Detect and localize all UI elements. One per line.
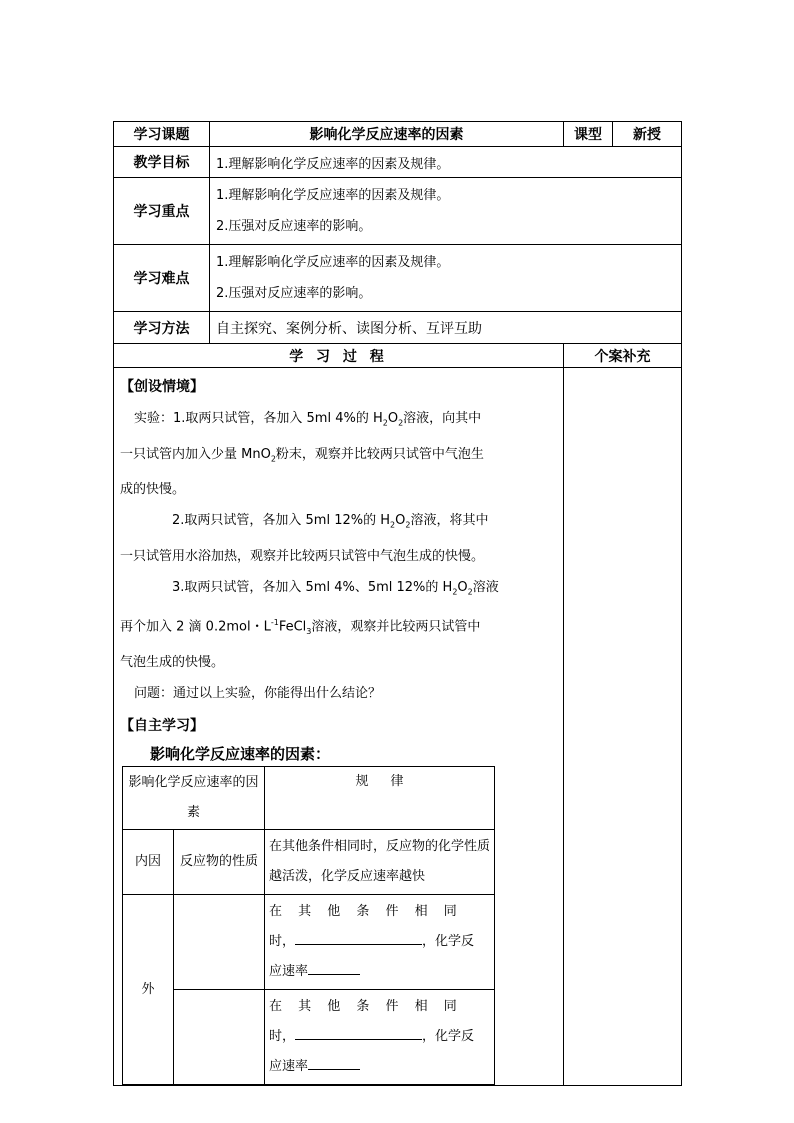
focus-items xyxy=(210,178,682,245)
focus-item: 1.理解影响化学反应速率的因素及规律。 xyxy=(216,188,450,203)
lesson-plan-table xyxy=(113,121,682,1086)
internal-factor: 反应物的性质 xyxy=(174,830,265,895)
process-body xyxy=(114,368,564,1086)
experiment-1-line3: 成的快慢。 xyxy=(120,482,186,498)
goals-item: 1.理解影响化学反应速率的因素及规律。 xyxy=(210,147,682,178)
rule-col-header: 规律 xyxy=(265,767,495,830)
difficulty-item: 1.理解影响化学反应速率的因素及规律。 xyxy=(216,255,450,270)
topic-value: 影响化学反应速率的因素 xyxy=(210,122,564,147)
experiment-3: 3.取两只试管，各加入 5ml 4%、5ml 12%的 $H_2O_2$溶液 xyxy=(172,579,499,597)
difficulty-items xyxy=(210,245,682,312)
internal-group: 内因 xyxy=(123,830,174,895)
experiment-3-line3: 气泡生成的快慢。 xyxy=(120,655,225,671)
experiment-1: 实验：1.取两只试管，各加入 5ml 4%的 $H_2O_2$溶液，向其中 xyxy=(134,411,482,428)
focus-item: 2.压强对反应速率的影响。 xyxy=(216,219,372,234)
experiment-1-line2: 一只试管内加入少量 MnO$_2$粉末，观察并比较两只试管中气泡生 xyxy=(120,446,484,464)
difficulty-label: 学习难点 xyxy=(114,245,210,312)
supplement-header: 个案补充 xyxy=(564,344,682,368)
fill-blank[interactable] xyxy=(308,1069,360,1070)
topic-label: 学习课题 xyxy=(114,122,210,147)
experiment-2: 2.取两只试管，各加入 5ml 12%的 $H_2O_2$溶液，将其中 xyxy=(172,513,489,530)
self-study-title: 【自主学习】 xyxy=(120,718,204,735)
external-factor-1 xyxy=(174,895,265,990)
fill-blank[interactable] xyxy=(295,1039,422,1040)
factor-table xyxy=(122,766,495,1085)
external-group: 外 xyxy=(123,895,174,1085)
fill-blank[interactable] xyxy=(295,944,422,945)
internal-rule: 在其他条件相同时，反应物的化学性质越活泼，化学反应速率越快 xyxy=(265,830,495,895)
external-rule-1: 在 其 他 条 件 相 同 时， ，化学反 应速率 xyxy=(265,895,495,990)
question: 问题：通过以上实验，你能得出什么结论？ xyxy=(134,686,382,702)
scenario-title: 【创设情境】 xyxy=(120,379,204,395)
type-label: 课型 xyxy=(564,122,613,147)
supplement-body[interactable] xyxy=(564,368,682,1086)
focus-label: 学习重点 xyxy=(114,178,210,245)
experiment-3-line2: 再个加入 2 滴 0.2mol・$L^{-1}FeCl_3$溶液，观察并比较两只试管中 xyxy=(120,618,481,637)
lesson-plan-page xyxy=(113,121,681,1086)
method-label: 学习方法 xyxy=(114,312,210,344)
factors-title: 影响化学反应速率的因素： xyxy=(150,745,331,764)
process-content xyxy=(114,368,563,766)
external-rule-2: 在 其 他 条 件 相 同 时， ，化学反 应速率 xyxy=(265,990,495,1085)
goals-label: 教学目标 xyxy=(114,147,210,178)
difficulty-item: 2.压强对反应速率的影响。 xyxy=(216,286,372,301)
fill-blank[interactable] xyxy=(308,974,360,975)
type-value: 新授 xyxy=(613,122,682,147)
factor-col-header: 影响化学反应速率的因素 xyxy=(123,767,265,830)
experiment-2-line2: 一只试管用水浴加热，观察并比较两只试管中气泡生成的快慢。 xyxy=(120,548,485,564)
method-value: 自主探究、案例分析、读图分析、互评互助 xyxy=(210,312,682,344)
external-factor-2 xyxy=(174,990,265,1085)
process-header: 学 习 过 程 xyxy=(114,344,564,368)
